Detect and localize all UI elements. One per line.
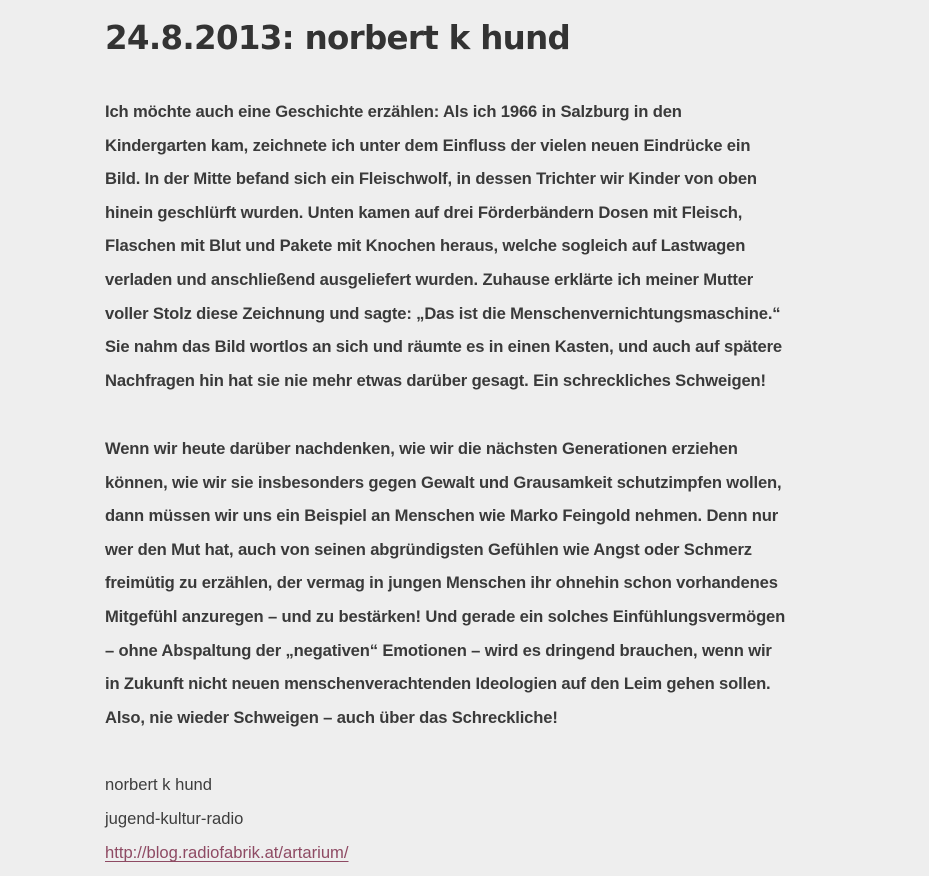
paragraph-story: [105, 95, 782, 397]
paragraph-line: Nachfragen hin hat sie nie mehr etwas darüber gesagt. Ein schreckliches Schweigen!: [105, 370, 766, 390]
paragraph-line: voller Stolz diese Zeichnung und sagte: „Das ist die Menschenvernichtungsmaschine.“: [105, 303, 781, 323]
paragraph-line: Kindergarten kam, zeichnete ich unter dem Einfluss der vielen neuen Eindrücke ein: [105, 135, 751, 155]
paragraph-line: können, wie wir sie insbesonders gegen Gewalt und Grausamkeit schutzimpfen wollen,: [105, 472, 782, 492]
signature-organization: jugend-kultur-radio: [105, 809, 244, 828]
paragraph-line: Wenn wir heute darüber nachdenken, wie wir die nächsten Generationen erziehen: [105, 439, 738, 458]
signature-name: norbert k hund: [105, 775, 213, 794]
paragraph-line: Mitgefühl anzuregen – und zu bestärken! Und gerade ein solches Einfühlungsvermögen: [105, 606, 786, 626]
paragraph-reflection: [105, 432, 785, 734]
paragraph-line: hinein geschlürft wurden. Unten kamen auf drei Förderbändern Dosen mit Fleisch,: [105, 202, 743, 222]
paragraph-line: freimütig zu erzählen, der vermag in jungen Menschen ihr ohnehin schon vorhandenes: [105, 573, 778, 593]
paragraph-line: dann müssen wir uns ein Beispiel an Menschen wie Marko Feingold nehmen. Denn nur: [105, 506, 779, 526]
paragraph-line: Also, nie wieder Schweigen – auch über das Schreckliche!: [105, 707, 558, 727]
paragraph-line: Bild. In der Mitte befand sich ein Fleischwolf, in dessen Trichter wir Kinder von oben: [105, 169, 757, 189]
paragraph-line: Sie nahm das Bild wortlos an sich und räumte es in einen Kasten, und auch auf spätere: [105, 337, 782, 357]
signature: [105, 768, 349, 870]
article-title: 24.8.2013: norbert k hund: [105, 19, 571, 57]
paragraph-line: verladen und anschließend ausgeliefert wurden. Zuhause erklärte ich meiner Mutter: [105, 269, 754, 289]
artarium-blog-link[interactable]: http://blog.radiofabrik.at/artarium/: [105, 843, 349, 862]
paragraph-line: wer den Mut hat, auch von seinen abgründigsten Gefühlen wie Angst oder Schmerz: [105, 539, 752, 559]
paragraph-line: – ohne Abspaltung der „negativen“ Emotionen – wird es dringend brauchen, wenn wir: [105, 640, 772, 660]
paragraph-line: in Zukunft nicht neuen menschenverachtenden Ideologien auf den Leim gehen sollen.: [105, 674, 771, 694]
paragraph-line: Ich möchte auch eine Geschichte erzählen: Als ich 1966 in Salzburg in den: [105, 102, 682, 121]
paragraph-line: Flaschen mit Blut und Pakete mit Knochen heraus, welche sogleich auf Lastwagen: [105, 236, 746, 256]
